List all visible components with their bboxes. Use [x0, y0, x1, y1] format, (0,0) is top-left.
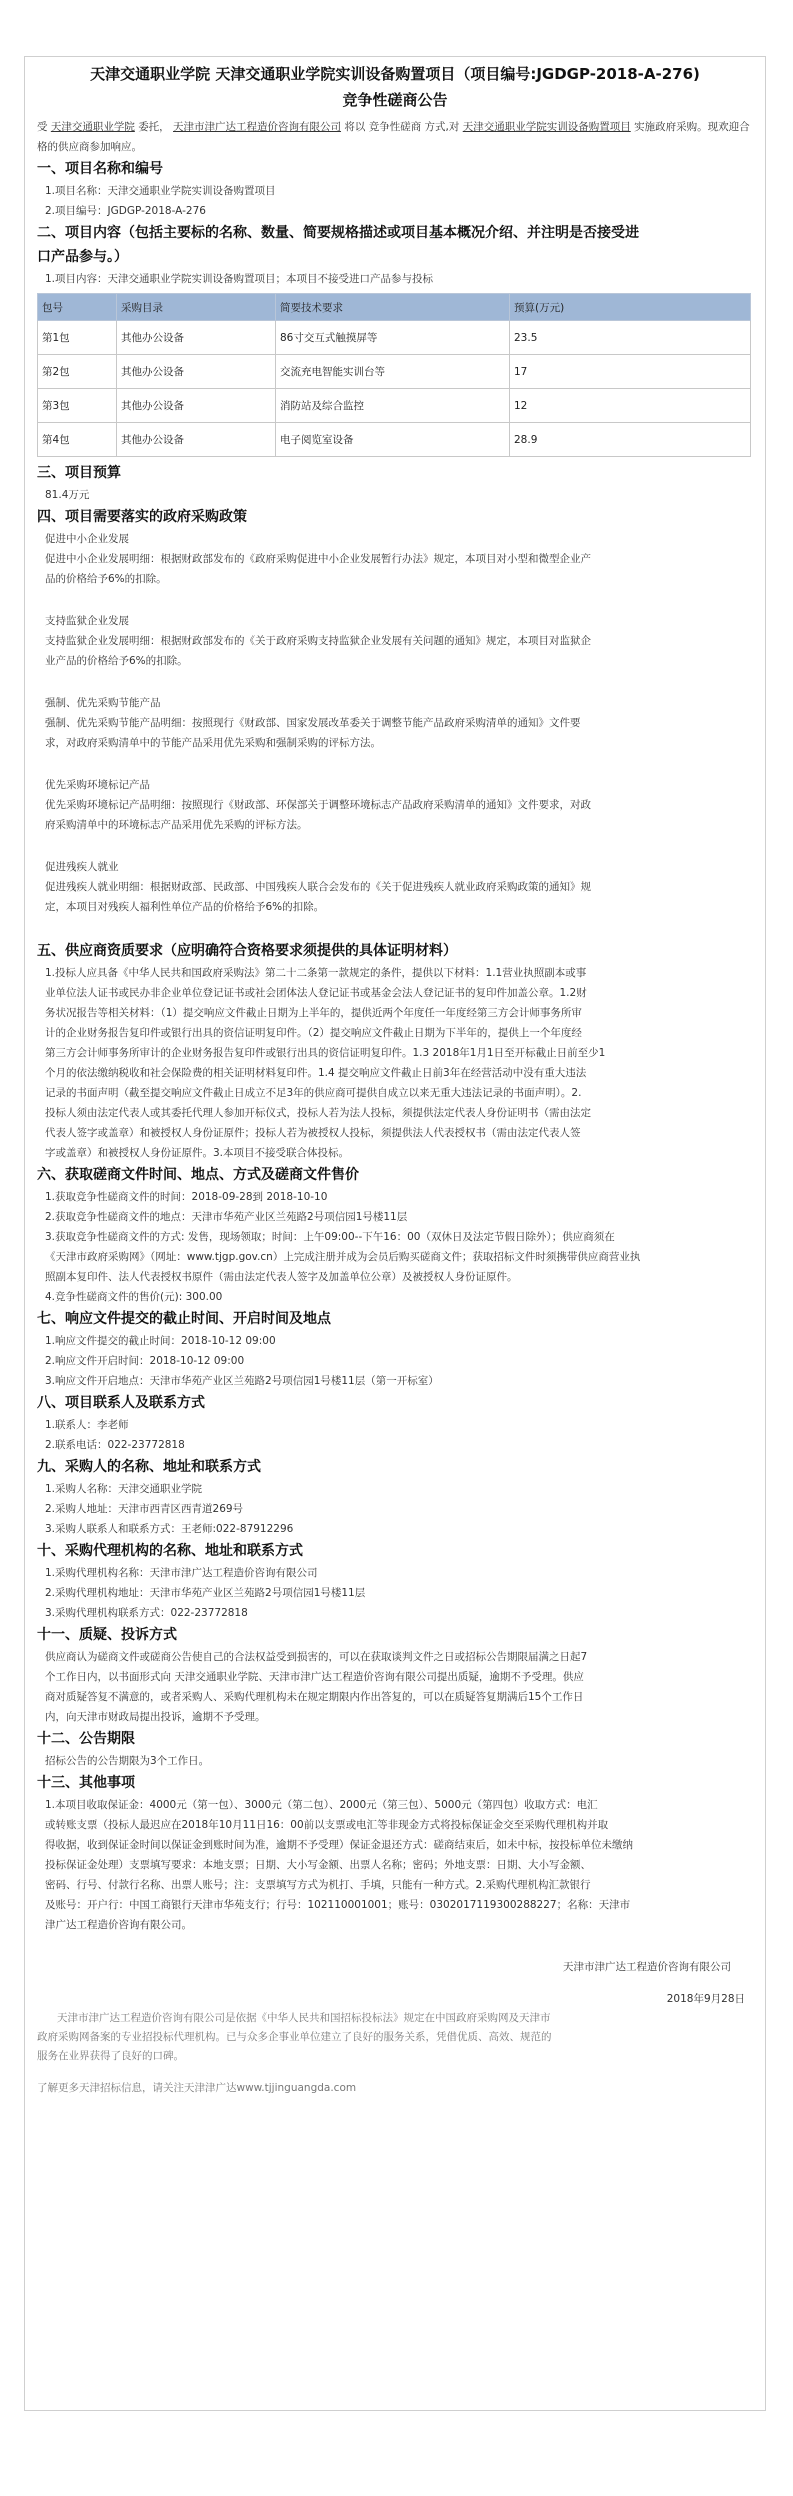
section-11-heading: 十一、质疑、投诉方式 [37, 1627, 177, 1643]
policy-detail: 求，对政府采购清单中的节能产品采用优先采购和强制采购的评标方法。 [45, 737, 381, 749]
col-header-package: 包号 [38, 294, 117, 321]
footer-text: 服务在业界获得了良好的口碑。 [37, 2050, 184, 2062]
footer-text: 天津市津广达工程造价咨询有限公司是依据《中华人民共和国招标投标法》规定在中国政府采购网及天津市 [57, 2012, 551, 2024]
policy-title: 强制、优先采购节能产品 [45, 697, 161, 709]
announcement-document [24, 56, 766, 2411]
intro-text-3: 将以 竞争性磋商 方式,对 [344, 121, 460, 133]
table-cell: 交流充电智能实训台等 [276, 355, 510, 389]
doc-method: 《天津市政府采购网》（网址：www.tjgp.gov.cn）上完成注册并成为会员后购买磋商文件；获取招标文件时须携带供应商营业执 [45, 1251, 641, 1263]
complaint-line: 供应商认为磋商文件或磋商公告使自己的合法权益受到损害的，可以在获取谈判文件之日或招标公告期限届满之日起7 [45, 1651, 588, 1663]
buyer-link[interactable]: 天津交通职业学院 [50, 121, 135, 133]
table-cell: 28.9 [510, 423, 751, 457]
other-line: 1.本项目收取保证金：4000元（第一包）、3000元（第二包）、2000元（第三包）、5000元（第四包）收取方式：电汇 [45, 1799, 598, 1811]
opening-time: 2.响应文件开启时间：2018-10-12 09:00 [45, 1355, 245, 1367]
other-line: 津广达工程造价咨询有限公司。 [45, 1919, 192, 1931]
policy-detail: 支持监狱企业发展明细：根据财政部发布的《关于政府采购支持监狱企业发展有关问题的通知》规定，本项目对监狱企 [45, 635, 591, 647]
complaint-line: 内，向天津市财政局提出投诉，逾期不予受理。 [45, 1711, 266, 1723]
policy-title: 促进中小企业发展 [45, 533, 129, 545]
footer-text: 政府采购网备案的专业招投标代理机构。已与众多企事业单位建立了良好的服务关系，凭借优质、高效、规范的 [37, 2031, 552, 2043]
project-name: 1.项目名称：天津交通职业学院实训设备购置项目 [45, 185, 276, 197]
qualification-line: 投标人须由法定代表人或其委托代理人参加开标仪式，投标人若为法人投标，须提供法定代表人身份证明书（需由法定 [45, 1107, 591, 1119]
contact-person: 1.联系人：李老师 [45, 1419, 129, 1431]
table-cell: 第4包 [38, 423, 117, 457]
section-9-heading: 九、采购人的名称、地址和联系方式 [37, 1459, 261, 1475]
footer-website-note[interactable]: 了解更多天津招标信息，请关注天津津广达www.tjjinguangda.com [37, 2082, 357, 2094]
policy-title: 支持监狱企业发展 [45, 615, 129, 627]
project-content: 1.项目内容：天津交通职业学院实训设备购置项目；本项目不接受进口产品参与投标 [45, 273, 434, 285]
doc-method: 照副本复印件、法人代表授权书原件（需由法定代表人签字及加盖单位公章）及被授权人身份证原件。 [45, 1271, 518, 1283]
agent-name: 1.采购代理机构名称：天津市津广达工程造价咨询有限公司 [45, 1567, 318, 1579]
qualification-line: 业单位法人证书或民办非企业单位登记证书或社会团体法人登记证书或基金会法人登记证书的复印件加盖公章。1.2财 [45, 987, 587, 999]
doc-method: 3.获取竞争性磋商文件的方式: 发售，现场领取；时间：上午09:00--下午16：00（双休日及法定节假日除外）；供应商须在 [45, 1231, 615, 1243]
project-number: 2.项目编号：JGDGP-2018-A-276 [45, 205, 206, 217]
issue-date: 2018年9月28日 [666, 1993, 745, 2005]
policy-detail: 促进中小企业发展明细：根据财政部发布的《政府采购促进中小企业发展暂行办法》规定，本项目对小型和微型企业产 [45, 553, 591, 565]
title-line-2: 竞争性磋商公告 [342, 91, 448, 109]
contact-phone: 2.联系电话：022-23772818 [45, 1439, 185, 1451]
buyer-address: 2.采购人地址：天津市西青区西青道269号 [45, 1503, 244, 1515]
table-row [38, 355, 751, 389]
policy-detail: 优先采购环境标记产品明细：按照现行《财政部、环保部关于调整环境标志产品政府采购清单的通知》文件要求，对政 [45, 799, 591, 811]
section-8-heading: 八、项目联系人及联系方式 [37, 1395, 205, 1411]
table-cell: 电子阅览室设备 [276, 423, 510, 457]
qualification-line: 计的企业财务报告复印件或银行出具的资信证明复印件。（2）提交响应文件截止日期为下半年的，提供上一个年度经 [45, 1027, 582, 1039]
table-row [38, 423, 751, 457]
buyer-contact: 3.采购人联系人和联系方式：王老师:022-87912296 [45, 1523, 294, 1535]
table-cell: 86寸交互式触摸屏等 [276, 321, 510, 355]
notice-period: 招标公告的公告期限为3个工作日。 [45, 1755, 210, 1767]
qualification-line: 第三方会计师事务所审计的企业财务报告复印件或银行出具的资信证明复印件。1.3 2018年1月1日至开标截止日前至少1 [45, 1047, 606, 1059]
table-cell: 17 [510, 355, 751, 389]
qualification-line: 个月的依法缴纳税收和社会保险费的相关证明材料复印件。1.4 提交响应文件截止日前3年在经营活动中没有重大违法 [45, 1067, 587, 1079]
other-line: 密码、行号、付款行名称、出票人账号；注：支票填写方式为机打、手填，只能有一种方式。2.采购代理机构汇款银行 [45, 1879, 591, 1891]
policy-title: 促进残疾人就业 [45, 861, 119, 873]
doc-place: 2.获取竞争性磋商文件的地点：天津市华苑产业区兰苑路2号项信园1号楼11层 [45, 1211, 408, 1223]
qualification-line: 字或盖章）和被授权人身份证原件。3.本项目不接受联合体投标。 [45, 1147, 350, 1159]
buyer-name: 1.采购人名称：天津交通职业学院 [45, 1483, 203, 1495]
signature: 天津市津广达工程造价咨询有限公司 [563, 1961, 731, 1973]
table-cell: 消防站及综合监控 [276, 389, 510, 423]
table-header-row [38, 294, 751, 321]
table-cell: 其他办公设备 [117, 355, 276, 389]
qualification-line: 1.投标人应具备《中华人民共和国政府采购法》第二十二条第一款规定的条件，提供以下材料：1.1营业执照副本或事 [45, 967, 587, 979]
section-1-heading: 一、项目名称和编号 [37, 161, 163, 177]
intro-text-1: 受 [37, 121, 48, 133]
intro-text-4: 实施政府采购。现欢迎合格的供应商参加响应。 [37, 121, 750, 153]
table-cell: 23.5 [510, 321, 751, 355]
section-10-heading: 十、采购代理机构的名称、地址和联系方式 [37, 1543, 303, 1559]
col-header-catalog: 采购目录 [117, 294, 276, 321]
table-cell: 第3包 [38, 389, 117, 423]
qualification-line: 代表人签字或盖章）和被授权人身份证原件；投标人若为被授权人投标，须提供法人代表授权书（需由法定代表人签 [45, 1127, 581, 1139]
intro-paragraph [37, 117, 753, 157]
other-line: 及账号：开户行：中国工商银行天津市华苑支行；行号：102110001001；账号：0302017119300288227；名称：天津市 [45, 1899, 631, 1911]
policy-detail: 定，本项目对残疾人福利性单位产品的价格给予6%的扣除。 [45, 901, 325, 913]
complaint-line: 个工作日内，以书面形式向 天津交通职业学院、天津市津广达工程造价咨询有限公司提出质疑，逾期不予受理。供应 [45, 1671, 584, 1683]
section-13-heading: 十三、其他事项 [37, 1775, 135, 1791]
doc-price: 4.竞争性磋商文件的售价(元): 300.00 [45, 1291, 223, 1303]
table-row [38, 389, 751, 423]
table-cell: 其他办公设备 [117, 423, 276, 457]
col-header-requirements: 简要技术要求 [276, 294, 510, 321]
section-12-heading: 十二、公告期限 [37, 1731, 135, 1747]
section-2-heading-line-2: 口产品参与。） [37, 249, 128, 265]
table-cell: 其他办公设备 [117, 389, 276, 423]
table-row [38, 321, 751, 355]
agent-link[interactable]: 天津市津广达工程造价咨询有限公司 [173, 121, 342, 133]
doc-time: 1.获取竞争性磋商文件的时间：2018-09-28到 2018-10-10 [45, 1191, 328, 1203]
section-4-heading: 四、项目需要落实的政府采购政策 [37, 509, 247, 525]
project-budget: 81.4万元 [45, 489, 90, 501]
policy-detail: 业产品的价格给予6%的扣除。 [45, 655, 188, 667]
project-link[interactable]: 天津交通职业学院实训设备购置项目 [462, 121, 631, 133]
policy-detail: 强制、优先采购节能产品明细：按照现行《财政部、国家发展改革委关于调整节能产品政府采购清单的通知》文件要 [45, 717, 581, 729]
section-6-heading: 六、获取磋商文件时间、地点、方式及磋商文件售价 [37, 1167, 359, 1183]
policy-detail: 府采购清单中的环境标志产品采用优先采购的评标方法。 [45, 819, 308, 831]
section-3-heading: 三、项目预算 [37, 465, 121, 481]
other-line: 或转账支票（投标人最迟应在2018年10月11日16：00前以支票或电汇等非现金方式将投标保证金交至采购代理机构并取 [45, 1819, 609, 1831]
complaint-line: 商对质疑答复不满意的，或者采购人、采购代理机构未在规定期限内作出答复的，可以在质疑答复期满后15个工作日 [45, 1691, 584, 1703]
document-title [37, 61, 753, 113]
policy-detail: 促进残疾人就业明细：根据财政部、民政部、中国残疾人联合会发布的《关于促进残疾人就业政府采购政策的通知》规 [45, 881, 591, 893]
table-cell: 第2包 [38, 355, 117, 389]
other-line: 投标保证金处理）支票填写要求：本地支票；日期、大小写金额、出票人名称；密码；外地支票：日期、大小写金额、 [45, 1859, 591, 1871]
table-cell: 12 [510, 389, 751, 423]
other-line: 得收据，收到保证金时间以保证金到账时间为准，逾期不予受理）保证金退还方式：磋商结束后，如未中标，按投标单位未缴纳 [45, 1839, 633, 1851]
intro-text-2: 委托， [138, 121, 170, 133]
agent-address: 2.采购代理机构地址：天津市华苑产业区兰苑路2号项信园1号楼11层 [45, 1587, 366, 1599]
policy-detail: 品的价格给予6%的扣除。 [45, 573, 167, 585]
section-5-heading: 五、供应商资质要求（应明确符合资格要求须提供的具体证明材料） [37, 943, 457, 959]
deadline: 1.响应文件提交的截止时间：2018-10-12 09:00 [45, 1335, 276, 1347]
agent-contact: 3.采购代理机构联系方式：022-23772818 [45, 1607, 248, 1619]
opening-place: 3.响应文件开启地点：天津市华苑产业区兰苑路2号项信园1号楼11层（第一开标室） [45, 1375, 439, 1387]
policy-title: 优先采购环境标记产品 [45, 779, 150, 791]
section-7-heading: 七、响应文件提交的截止时间、开启时间及地点 [37, 1311, 331, 1327]
table-cell: 其他办公设备 [117, 321, 276, 355]
col-header-budget: 预算(万元) [510, 294, 751, 321]
package-table [37, 293, 751, 457]
qualification-line: 记录的书面声明（截至提交响应文件截止日成立不足3年的供应商可提供自成立以来无重大违法记录的书面声明）。2. [45, 1087, 582, 1099]
title-line-1: 天津交通职业学院 天津交通职业学院实训设备购置项目（项目编号:JGDGP-2018-A-276) [90, 65, 700, 83]
table-cell: 第1包 [38, 321, 117, 355]
section-2-heading-line-1: 二、项目内容（包括主要标的名称、数量、简要规格描述或项目基本概况介绍、并注明是否接受进 [37, 225, 639, 241]
qualification-line: 务状况报告等相关材料：（1）提交响应文件截止日期为上半年的，提供近两个年度任一年度经第三方会计师事务所审 [45, 1007, 582, 1019]
